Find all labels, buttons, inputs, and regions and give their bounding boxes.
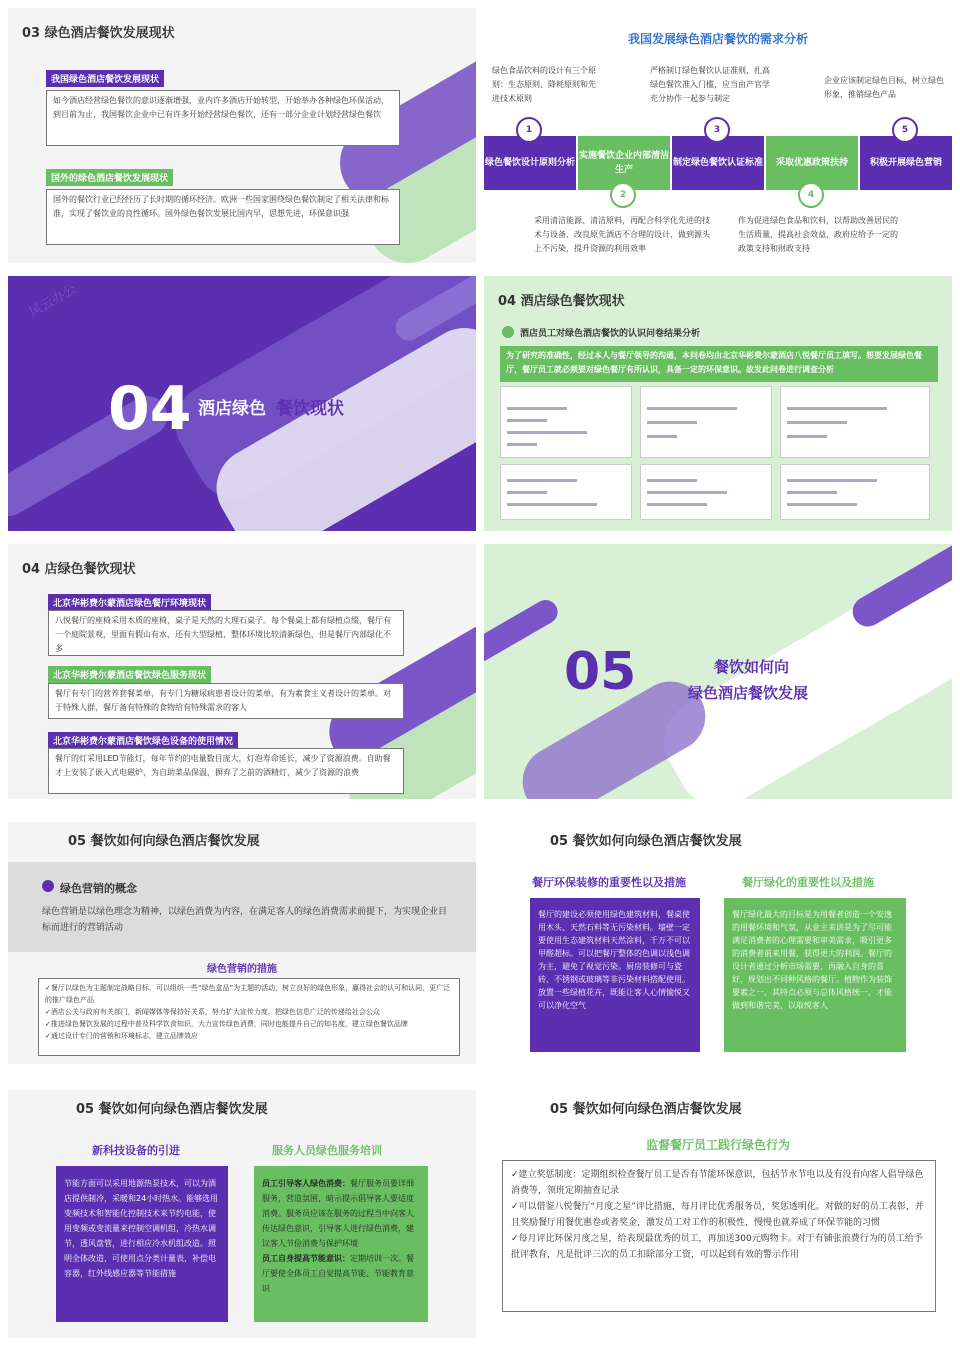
slide-9	[8, 1090, 476, 1338]
survey-table	[780, 386, 930, 458]
left-column-text: 节能方面可以采用地源热泵技术，可以为酒店提供制冷，采暖和24小时热水。能够选用变频技术和智能化控制技术来节约电能，使用变频或变流量来控制空调机组，冷热水调节，透风盘管，进行相应冷水机组改造。照明全体改造，可使用点分类计量表，补偿电容器，红外线感应器等节能措施	[56, 1166, 228, 1322]
right-column-text: 餐厅绿化最大的目标是为用餐者创造一个安逸的用餐环境和气氛，从业主来讲是为了尽可能满足消费者的心理需要和审美需求，吸引更多的消费者前来用餐，获得更大的利润。餐厅的设计者通过分析市场需要，再融入自身的喜好，规划出不同种风格的餐厅。植物作为装饰要素之一，其特点必须与总体风格统一，才能做到和谐完美，以取悦客人	[724, 898, 906, 1052]
step-number-4: 4	[798, 182, 824, 208]
subtitle: 酒店员工对绿色酒店餐饮的认识问卷结果分析	[520, 329, 701, 339]
slide-7	[8, 822, 476, 1064]
supervision-item: ✓建立奖惩制度：定期组织检查餐厅员工是否有节能环保意识，包括节水节电以及有没有向客人倡导绿色消费等，领班定期抽查记录	[511, 1170, 924, 1196]
right-text-1: 餐厅服务员要详细服务，营造氛围，暗示提示倡导客人要适度消费。服务员应该在服务的过程当中向客人传达绿色意识，引导客人进行绿色消费，建议客人节俭消费与保护环境	[262, 1179, 414, 1248]
step-2: 实施餐饮企业内部清洁生产	[578, 136, 670, 190]
bottom-text-2: 作为促进绿色食品和饮料，以帮助改善居民的生活质量，提高社会效益，政府应给予一定的政策支持和财政支持	[738, 216, 898, 253]
measure-item: ✓通过设计专门的营销和环境标志，建立品牌效应	[45, 1032, 198, 1040]
slide-title: 05 餐饮如何向绿色酒店餐饮发展	[76, 1102, 268, 1117]
slide-title: 05 餐饮如何向绿色酒店餐饮发展	[550, 834, 742, 849]
section-title-line1: 餐饮如何向	[714, 658, 790, 676]
slide-5	[8, 544, 476, 799]
tag-domestic: 我国绿色酒店餐饮发展现状	[46, 70, 164, 87]
subtitle: 监督餐厅员工践行绿色行为	[645, 1138, 790, 1152]
service-text: 餐厅有专门的营养套餐菜单，有专门为糖尿病患者设计的菜单，有为素食主义者设计的菜单。对于特殊人群，餐厅备有特殊的食物给有特殊需求的客人	[48, 683, 404, 719]
measure-item: ✓餐厅以绿色为主题制定战略目标，可以组织一些“绿色盒品”为主题的活动，树立良好的绿色形象，赢得社会的认可和认同，更广泛的推广绿色产品	[45, 984, 451, 1004]
bottom-text-1: 采用清洁能源、清洁原料，再配合科学化先进的技术与设备，改良原先酒店不合理的设计，做到源头上不污染，提升资源的利用效率	[534, 216, 710, 253]
left-column-title: 新科技设备的引进	[92, 1144, 180, 1157]
slide-8	[484, 822, 952, 1064]
supervision-item: ✓每月评比环保月度之星，给表现最优秀的员工，再加送300元购物卡。对于有铺张浪费行为的员工给予批评教育，凡是批评三次的员工扣除部分工资，可以起到有效的警示作用	[511, 1234, 923, 1260]
slide-title: 05 餐饮如何向绿色酒店餐饮发展	[550, 1102, 742, 1117]
top-text-1: 绿色食品饮料的设计有三个原则：生态原则、降耗原则和先进技术原则	[492, 66, 596, 103]
supervision-box	[502, 1160, 936, 1312]
slide-4	[484, 276, 952, 531]
equipment-text: 餐厅的灯采用LED节能灯，每年节约的电量数目庞大，灯泡寿命延长，减少了资源浪费。自助餐才上安装了嵌入式电磁炉，为自助菜品保温，摒弃了之前的酒精灯，减少了资源的浪费	[48, 748, 404, 794]
section-title-line2: 绿色酒店餐饮发展	[688, 684, 809, 702]
section-number: 05	[564, 642, 637, 702]
decor-pill	[484, 596, 562, 677]
top-text-3: 企业应该制定绿色目标，树立绿色形象，推销绿色产品	[824, 76, 944, 99]
slide-6	[484, 544, 952, 799]
survey-table	[500, 464, 632, 520]
measures-box	[38, 978, 460, 1056]
step-number-3: 3	[704, 117, 730, 143]
survey-table	[500, 386, 632, 458]
right-column-box	[254, 1166, 428, 1322]
watermark: 风云办公	[26, 281, 80, 321]
top-text-2: 严格制订绿色餐饮认证准则，扎高绿色餐饮准入门槛，应当由产官学充分协作一起参与制定	[650, 66, 770, 103]
check-icon	[502, 326, 514, 338]
step-number-5: 5	[892, 117, 918, 143]
slide-title: 04 店绿色餐饮现状	[22, 562, 136, 577]
step-4: 采取优惠政策扶持	[766, 136, 858, 190]
domestic-text: 如今酒店经营绿色餐饮的意识逐渐增强，业内许多酒店开始转型，开始举办各种绿色环保活动，到目前为止，我国餐饮企业中已有许多开始经营绿色餐饮，还有一部分企业计划经营绿色餐饮	[46, 90, 400, 146]
right-heading-1: 员工引导客人绿色消费：	[262, 1179, 350, 1188]
slide-title: 03 绿色酒店餐饮发展现状	[22, 26, 175, 41]
right-column-title: 餐厅绿化的重要性以及措施	[742, 876, 874, 889]
concept-title: 绿色营销的概念	[60, 882, 137, 895]
slide-title: 05 餐饮如何向绿色酒店餐饮发展	[68, 834, 260, 849]
survey-table	[640, 386, 772, 458]
slide-title: 04 酒店绿色餐饮现状	[498, 294, 625, 309]
tag-foreign: 国外的绿色酒店餐饮发展现状	[46, 169, 173, 186]
foreign-text: 国外的餐饮行业已经经历了长时期的循环经济。欧洲一些国家围绕绿色餐饮制定了相关法律和标准，实现了餐饮业的良性循环。国外绿色餐饮发展比国内早，思想先进，环保意识强	[46, 189, 400, 245]
slide-10	[484, 1090, 952, 1338]
right-text-2: 定期培训一次。餐厅要使全体员工自觉提高节能、节能教育意识	[262, 1254, 414, 1293]
measures-title: 绿色营销的措施	[207, 964, 277, 975]
section-number: 04	[108, 374, 192, 444]
right-column-title: 服务人员绿色服务培训	[272, 1144, 382, 1157]
step-number-1: 1	[516, 117, 542, 143]
tag-service: 北京华彬费尔蒙酒店餐饮绿色服务现状	[48, 666, 211, 683]
slide-title: 我国发展绿色酒店餐饮的需求分析	[627, 32, 808, 46]
environment-text: 八悦餐厅的座椅采用木质的座椅，桌子是天然的大理石桌子。每个餐桌上都有绿植点缀，餐厅有一个庭院景观，里面有假山有水，还有大型绿植，整体环境比较清新绿色，但是餐厅内部绿化不多	[48, 610, 404, 656]
left-column-text: 餐厅的建设必须使用绿色建筑材料，餐桌使用木头、天然石料等无污染材料。墙壁一定要使用生态建筑材料天然涂料，千万不可以甲醛超标。可以把餐厅整体的色调以浅色调为主，避免了视觉污染。厨房装修可与瓷砖、不锈钢或玻璃等非污染材料搭配使用。放置一些绿植花卉，既能让客人心情愉悦又可以净化空气	[530, 898, 700, 1052]
slide-3	[8, 276, 476, 531]
concept-text: 绿色营销是以绿色理念为精神，以绿色消费为内容，在满足客人的绿色消费需求前提下，为实现企业目标而进行的营销活动	[42, 907, 448, 933]
measure-item: ✓酒店公关与政府有关部门，新闻媒体等保持好关系，努力扩大宣传力度，把绿色信息广泛的传递给社会公众	[45, 1008, 380, 1016]
section-title-a: 酒店绿色	[198, 399, 266, 419]
step-number-2: 2	[610, 182, 636, 208]
tag-equipment: 北京华彬费尔蒙酒店餐饮绿色设备的使用情况	[48, 732, 238, 749]
step-1: 绿色餐饮设计原则分析	[484, 136, 576, 190]
slide-1	[8, 8, 476, 263]
measure-item: ✓推进绿色餐饮发展的过程中普及科学饮食知识，大力宣传绿色消费，同时也能提升自己的知名度，建立绿色餐饮品牌	[45, 1020, 408, 1028]
section-title-b: 餐饮现状	[276, 399, 344, 419]
left-column-title: 餐厅环保装修的重要性以及措施	[532, 876, 686, 889]
survey-table	[780, 464, 930, 520]
check-icon	[42, 880, 54, 892]
step-3: 制定绿色餐饮认证标准	[672, 136, 764, 190]
step-5: 积极开展绿色营销	[860, 136, 952, 190]
slide-2	[484, 8, 952, 263]
banner: 为了研究的准确性，经过本人与餐厅领导的沟通，本问卷均由北京华彬费尔蒙酒店八悦餐厅员工填写。想要发展绿色餐厅，餐厅员工就必须要对绿色餐厅有所认识，具备一定的环保意识。故发此问卷进行调查分析	[500, 346, 938, 382]
survey-table	[640, 464, 772, 520]
supervision-item: ✓可以借鉴八悦餐厅“月度之星”评比措施，每月评比优秀服务员，奖惩透明化。对做的好的员工表彰，并且奖励餐厅用餐优惠卷或者奖金，激发员工对工作的积极性，慢慢也就养成了环保节能的习惯	[511, 1202, 924, 1228]
right-heading-2: 员工自身提高节能意识：	[262, 1254, 350, 1263]
tag-environment: 北京华彬费尔蒙酒店绿色餐厅环境现状	[48, 594, 211, 611]
